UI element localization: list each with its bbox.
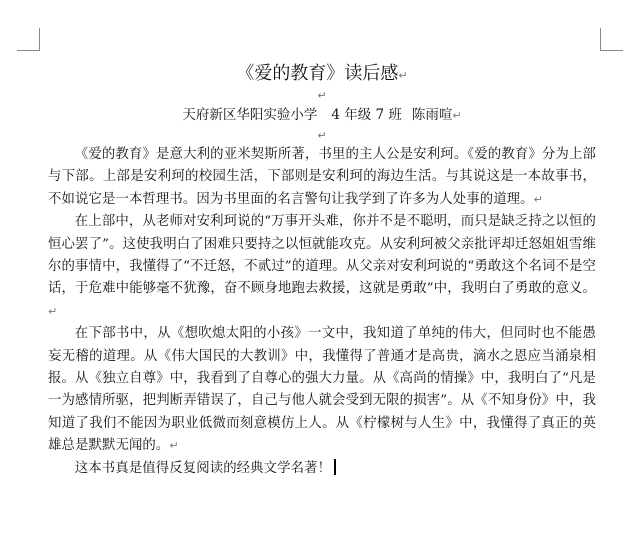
top-left-margin-mark	[17, 28, 40, 51]
paragraph-mark-icon: ↵	[533, 192, 543, 206]
paragraph-mark-icon: ↵	[48, 304, 58, 318]
blank-line	[48, 86, 596, 104]
paragraph-mark-icon: ↵	[398, 69, 408, 82]
title-text: 《爱的教育》读后感	[236, 63, 399, 84]
grade-class: 4 年级 7 班	[331, 107, 402, 123]
paragraph-2	[48, 211, 596, 323]
paragraph-1	[48, 144, 596, 211]
paragraph-mark-icon: ↵	[317, 89, 327, 102]
paragraph-3	[48, 323, 596, 457]
paragraph-mark-icon: ↵	[452, 109, 462, 122]
text-cursor	[334, 459, 336, 475]
author-name: 陈雨喧	[411, 107, 453, 123]
paragraph-text: 这本书真是值得反复阅读的经典文学名著！	[74, 460, 332, 476]
school-name: 天府新区华阳实验小学	[182, 107, 318, 123]
top-right-margin-mark	[600, 28, 623, 51]
paragraph-mark-icon: ↵	[317, 129, 327, 142]
byline	[48, 104, 596, 126]
document-title	[48, 62, 596, 86]
blank-line	[48, 126, 596, 144]
paragraph-text: 在下部书中，从《想吹熄太阳的小孩》一文中，我知道了单纯的伟大，但同时也不能愚妄无稽的道理。从《伟大国民的大教训》中，我懂得了普通才是高贵，滴水之恩应当涌泉相报。从《独立自尊》中，我看到了自尊心的强大力量。从《高尚的情操》中，我明白了“凡是一为感情所驱，把判断弄错误了，自己与他人就会受到无限的损害”。从《不知身份》中，我知道了我们不能因为职业低微而刻意模仿上人。从《柠檬树与人生》中，我懂得了真正的英雄总是默默无闻的。	[48, 326, 596, 454]
paragraph-text: 在上部中，从老师对安利珂说的“万事开头难，你并不是不聪明，而只是缺乏持之以恒的恒心罢了”。这使我明白了困难只要持之以恒就能攻克。从安利珂被父亲批评却迁怒姐姐雪维尔的事情中，我懂得了“不迁怒，不贰过”的道理。从父亲对安利珂说的“勇敢这个名词不是空话，于危难中能够毫不犹豫，奋不顾身地跑去救援，这就是勇敢”中，我明白了勇敢的意义。	[48, 214, 596, 297]
document-body[interactable]	[48, 62, 596, 480]
paragraph-text: 《爱的教育》是意大利的亚米契斯所著，书里的主人公是安利珂。《爱的教育》分为上部与下部。上部是安利珂的校园生活，下部则是安利珂的海边生活。与其说这是一本故事书，不如说它是一本哲理书。因为书里面的名言警句让我学到了许多为人处事的道理。	[48, 147, 596, 207]
paragraph-mark-icon: ↵	[169, 439, 179, 453]
paragraph-4	[48, 458, 596, 480]
